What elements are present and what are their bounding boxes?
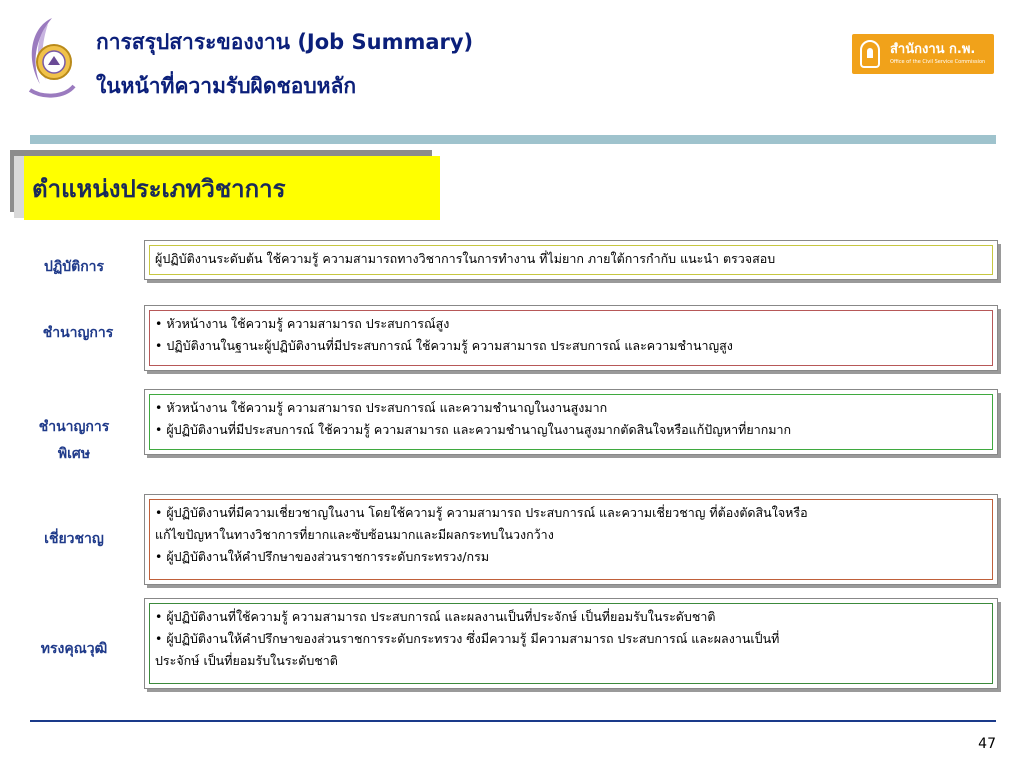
section-header bbox=[24, 156, 440, 220]
level-label-expert bbox=[20, 526, 128, 553]
description-line: • ผู้ปฏิบัติงานที่มีความเชี่ยวชาญในงาน โดยใช้ความรู้ ความสามารถ ประสบการณ์ และความเชี่ยวชาญ ที่ต้องตัดสินใจหรือ bbox=[155, 505, 808, 520]
level-description-practitioner bbox=[144, 240, 998, 280]
level-description-expert bbox=[144, 494, 998, 585]
description-line: ผู้ปฏิบัติงานระดับต้น ใช้ความรู้ ความสามารถทางวิชาการในการทำงาน ที่ไม่ยาก ภายใต้การกำกับ แนะนำ ตรวจสอบ bbox=[155, 251, 776, 266]
section-title: ตำแหน่งประเภทวิชาการ bbox=[32, 174, 286, 203]
level-label-text: พิเศษ bbox=[57, 445, 91, 462]
description-line: • ปฏิบัติงานในฐานะผู้ปฏิบัติงานที่มีประสบการณ์ ใช้ความรู้ ความสามารถ ประสบการณ์ และความชำนาญสูง bbox=[155, 337, 733, 353]
level-description-senior-professional bbox=[144, 389, 998, 455]
ocsc-logo-text: สำนักงาน ก.พ. bbox=[890, 42, 976, 58]
level-label-advisory bbox=[20, 636, 128, 663]
level-label-text: ชำนาญการ bbox=[38, 419, 110, 435]
description-line: • ผู้ปฏิบัติงานให้คำปรึกษาของส่วนราชการระดับกระทรวง ซึ่งมีความรู้ มีความสามารถ ประสบการณ์ และผลงานเป็นที่ bbox=[155, 630, 780, 646]
level-label-text: ปฏิบัติการ bbox=[43, 259, 105, 275]
description-line: ประจักษ์ เป็นที่ยอมรับในระดับชาติ bbox=[155, 652, 338, 668]
top-divider bbox=[30, 135, 996, 144]
level-label-professional bbox=[20, 320, 136, 347]
description-line: • หัวหน้างาน ใช้ความรู้ ความสามารถ ประสบการณ์สูง bbox=[155, 316, 450, 331]
ocsc-logo-subtext: Office of the Civil Service Commission bbox=[890, 58, 986, 65]
level-label-text: เชี่ยวชาญ bbox=[44, 531, 104, 547]
description-line: • ผู้ปฏิบัติงานให้คำปรึกษาของส่วนราชการระดับกระทรวง/กรม bbox=[155, 548, 490, 564]
level-description-advisory bbox=[144, 598, 998, 689]
ocsc-logo bbox=[852, 34, 994, 74]
bottom-divider bbox=[30, 720, 996, 722]
ocsc-emblem-icon bbox=[860, 40, 880, 68]
description-line: • ผู้ปฏิบัติงานที่ใช้ความรู้ ความสามารถ ประสบการณ์ และผลงานเป็นที่ประจักษ์ เป็นที่ยอมรับในระดับชาติ bbox=[155, 609, 716, 624]
page-number: 47 bbox=[978, 736, 996, 752]
level-label-practitioner bbox=[20, 254, 128, 281]
description-line: • ผู้ปฏิบัติงานที่มีประสบการณ์ ใช้ความรู้ ความสามารถ และความชำนาญในงานสูงมากตัดสินใจหรือแก้ปัญหาที่ยากมาก bbox=[155, 421, 792, 437]
level-label-text: ทรงคุณวุฒิ bbox=[40, 641, 108, 657]
description-line: แก้ไขปัญหาในทางวิชาการที่ยากและซับซ้อนมากและมีผลกระทบในวงกว้าง bbox=[155, 526, 554, 542]
description-line: • หัวหน้างาน ใช้ความรู้ ความสามารถ ประสบการณ์ และความชำนาญในงานสูงมาก bbox=[155, 400, 608, 415]
page-title-line2: ในหน้าที่ความรับผิดชอบหลัก bbox=[96, 74, 357, 98]
level-label-text: ชำนาญการ bbox=[42, 325, 114, 341]
level-description-professional bbox=[144, 305, 998, 371]
page-title-line1: การสรุปสาระของงาน (Job Summary) bbox=[96, 30, 474, 54]
agency-emblem-icon bbox=[22, 14, 78, 100]
level-label-senior-professional bbox=[20, 414, 128, 467]
